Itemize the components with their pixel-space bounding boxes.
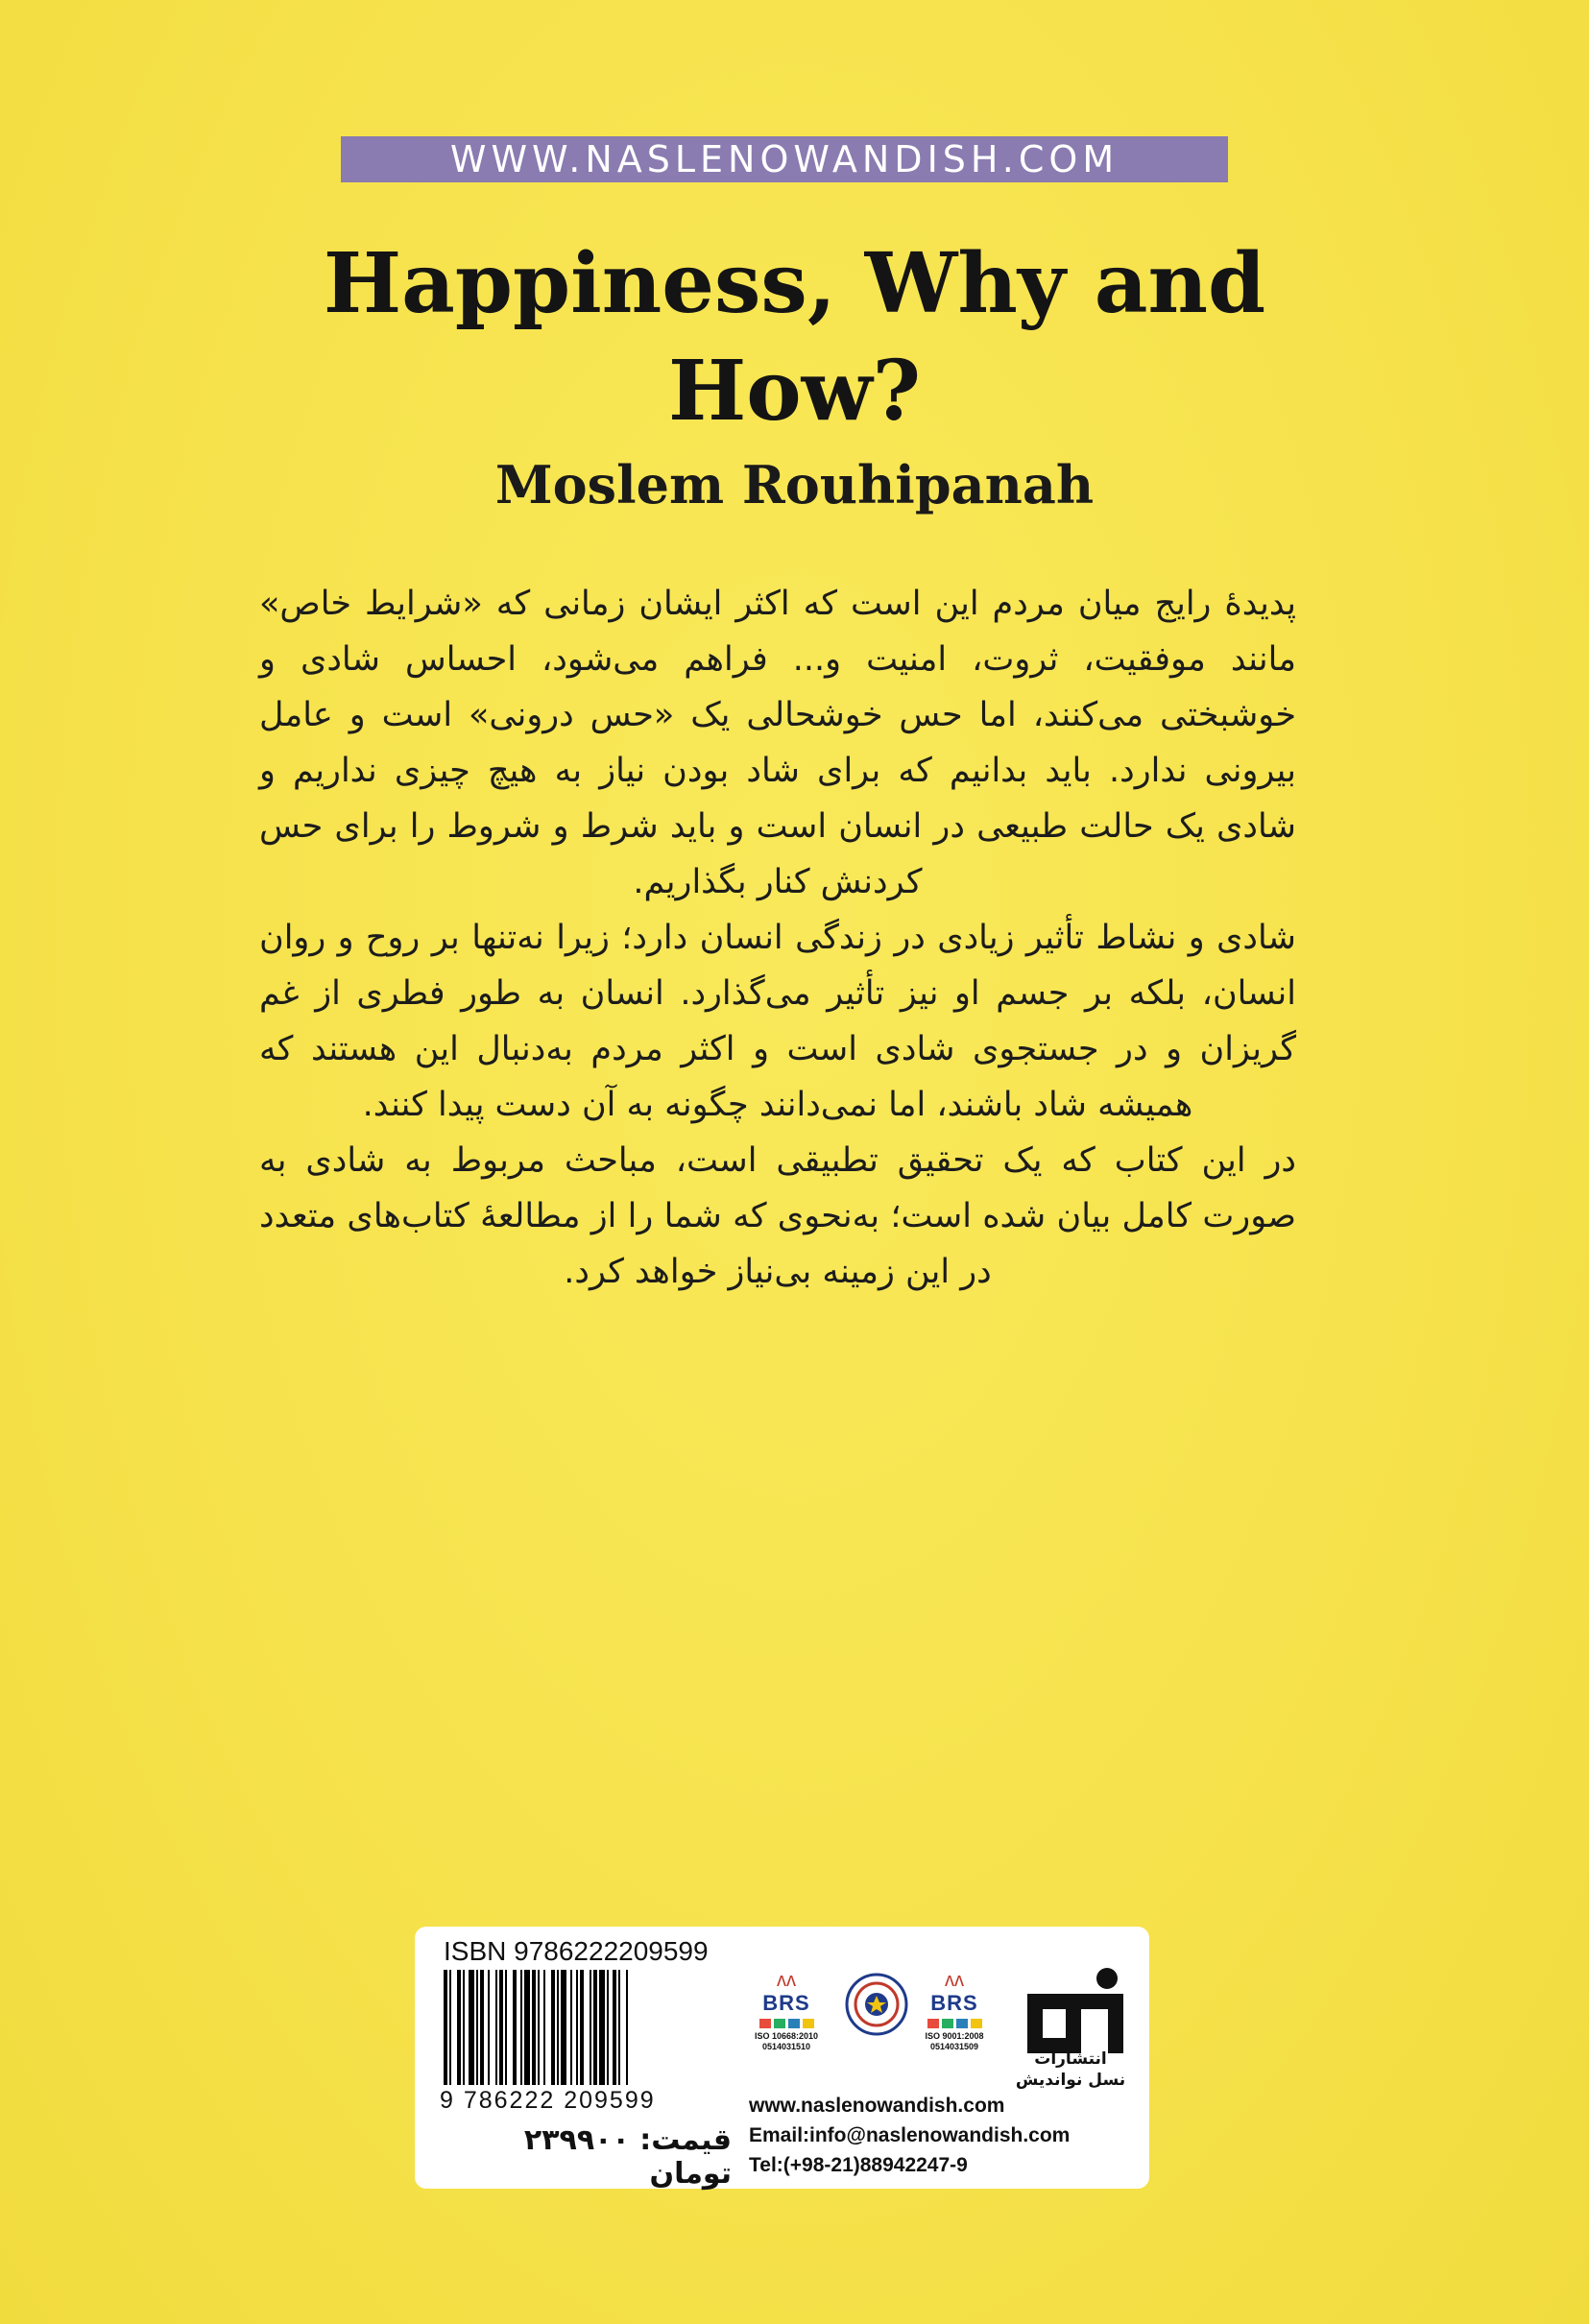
barcode-bar xyxy=(599,1970,605,2085)
publisher-name xyxy=(999,2048,1143,2091)
barcode-bar xyxy=(499,1970,503,2085)
barcode-bar xyxy=(488,1970,490,2085)
cert-mark-icon: ᴧᴧ xyxy=(945,1970,964,1991)
blurb-paragraph-3: در این کتاب که یک تحقیق تطبیقی است، مباحث مربوط به شادی به صورت کامل بیان شده است؛ به‌نحوی که شما را از مطالعۀ کتاب‌های متعدد در این زمینه بی‌نیاز خواهد کرد. xyxy=(259,1141,1296,1291)
website-banner xyxy=(341,136,1228,182)
barcode-bar xyxy=(618,1970,620,2085)
publisher-phone: Tel:(+98-21)88942247-9 xyxy=(749,2154,968,2176)
book-title-line-2: How? xyxy=(667,343,922,440)
cert-color-squares-icon xyxy=(917,2019,992,2028)
barcode-bar xyxy=(532,1970,536,2085)
barcode-digits: 9 786222 209599 xyxy=(440,2087,656,2114)
publisher-name-line-2: نسل نواندیش xyxy=(1015,2071,1126,2090)
blurb xyxy=(259,576,1296,1300)
barcode-bar xyxy=(520,1970,522,2085)
certification-badge-1 xyxy=(749,1970,824,2075)
barcode-bar xyxy=(561,1970,566,2085)
cert-standard: ISO 10668:2010 xyxy=(754,2031,819,2041)
price: قیمت: ۲۳۹۹۰۰ تومان xyxy=(523,2123,732,2191)
cert-logo: BRS xyxy=(762,1991,810,2015)
barcode-bar xyxy=(590,1970,591,2085)
cert-standard: ISO 9001:2008 xyxy=(925,2031,984,2041)
barcode-bar xyxy=(551,1970,555,2085)
barcode-bar xyxy=(444,1970,447,2085)
book-title xyxy=(192,230,1397,445)
barcode-bar xyxy=(476,1970,478,2085)
cert-color-squares-icon xyxy=(749,2019,824,2028)
barcode-bar xyxy=(480,1970,484,2085)
barcode-bar xyxy=(607,1970,609,2085)
certification-badge-2 xyxy=(917,1970,992,2075)
book-title-line-1: Happiness, Why and xyxy=(323,235,1266,332)
barcode-bar xyxy=(495,1970,497,2085)
publisher-website: www.naslenowandish.com xyxy=(749,2095,1005,2117)
barcode-bar xyxy=(570,1970,572,2085)
cert-code: 0514031510 xyxy=(761,2042,811,2051)
isbn-number: ISBN 9786222209599 xyxy=(444,1936,709,1966)
barcode-bar xyxy=(543,1970,545,2085)
barcode-bar xyxy=(626,1970,628,2085)
blurb-paragraph-1: پدیدۀ رایج میان مردم این است که اکثر ایشان زمانی که «شرایط خاص» مانند موفقیت، ثروت، امنیت و... فراهم می‌شود، احساس شادی و خوشبختی می‌کنند، اما حس خوشحالی یک «حس درونی» است و عامل بیرونی ندارد. باید بدانیم که برای شاد بودن نیاز به هیچ چیزی نداریم و شادی یک حالت طبیعی در انسان است و باید شرط و شروط را برای حس کردنش کنار بگذاریم. xyxy=(259,585,1296,901)
author-name: Moslem Rouhipanah xyxy=(494,454,1095,515)
cert-code: 0514031509 xyxy=(929,2042,979,2051)
barcode xyxy=(444,1970,722,2085)
barcode-bar xyxy=(457,1970,461,2085)
blurb-paragraph-2: شادی و نشاط تأثیر زیادی در زندگی انسان دارد؛ زیرا نه‌تنها بر روح و روان انسان، بلکه بر جسم او نیز تأثیر می‌گذارد. انسان به طور فطری از غم گریزان و در جستجوی شادی است و اکثر مردم به‌دنبال این هستند که همیشه شاد باشند، اما نمی‌دانند چگونه به آن دست پیدا کنند. xyxy=(259,919,1296,1124)
barcode-bar xyxy=(505,1970,507,2085)
barcode-bar xyxy=(449,1970,451,2085)
publisher-email: Email:info@naslenowandish.com xyxy=(749,2124,1071,2146)
barcode-bar xyxy=(580,1970,584,2085)
barcode-bar xyxy=(613,1970,616,2085)
website-banner-text: WWW.NASLENOWANDISH.COM xyxy=(449,138,1120,180)
barcode-bar xyxy=(576,1970,578,2085)
cert-logo: BRS xyxy=(930,1991,978,2015)
cert-mark-icon: ᴧᴧ xyxy=(777,1970,796,1991)
barcode-bar xyxy=(513,1970,517,2085)
barcode-bar xyxy=(557,1970,559,2085)
publisher-contact xyxy=(749,2091,1133,2180)
barcode-bar xyxy=(538,1970,540,2085)
publisher-name-line-1: انتشارات xyxy=(1034,2049,1107,2069)
barcode-bar xyxy=(463,1970,465,2085)
quality-seal-icon xyxy=(845,1973,908,2036)
barcode-bar xyxy=(593,1970,597,2085)
barcode-bar xyxy=(524,1970,530,2085)
barcode-bar xyxy=(469,1970,474,2085)
